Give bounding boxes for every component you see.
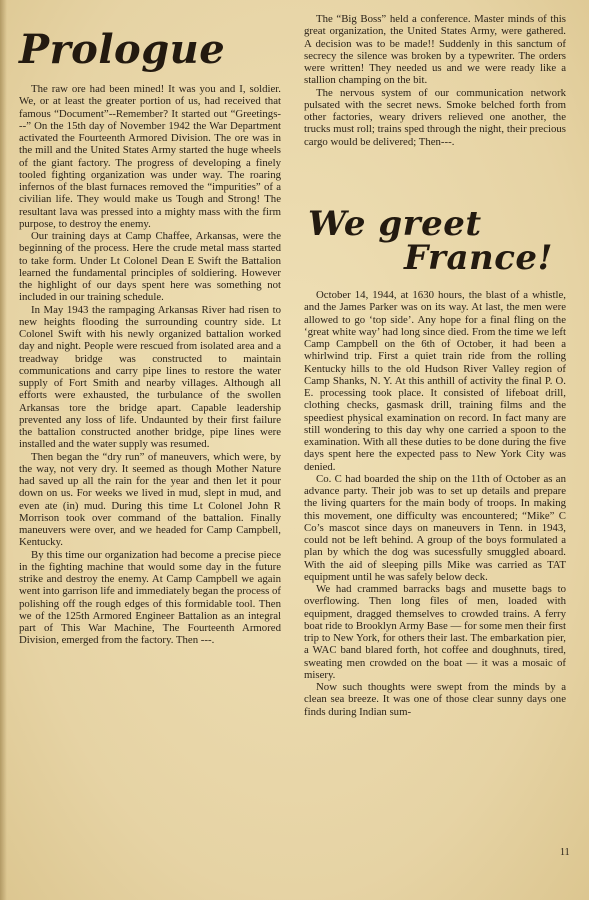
we-greet-france-title: [308, 206, 566, 276]
right-column: [304, 0, 566, 900]
prologue-paragraph-1: The raw ore had been mined! It was you and I, soldier. We, or at least the greater portion of us, had received that famous “Document”--Remember? It started out “Greetings---” On the 15th day of November 1942 the War Department activated the Fourteenth Armored Division. The ore was in the mill and the United States Army started the huge wheels of the giant factory. The progress of developing a finely tooled fighting organization was under way. The roaring infernos of the blast furnaces removed the “impurities” of a civilian life. They would make us Tough and Strong! The resultant lava was pressed into a mighty mass with the firm purpose, to destroy the enemy.: [19, 83, 281, 230]
left-column: [19, 0, 281, 900]
prologue-paragraph-3: In May 1943 the rampaging Arkansas River had risen to new heights flooding the surrounding country side. Lt Colonel Swift with his newly organized battalion worked day and night. People were rescued from isolated area and a treadway bridge was constructed to maintain communications and carry pipe lines to restore the water supply of Fort Smith and nearby villages. Although all efforts were exhausted, the turbulance of the swollen Arkansas tore the bridge apart. Capable leadership prevented any loss of life. Undaunted by their first failure the battalion constructed another bridge, pipe lines were installed and the water supply was resumed.: [19, 303, 281, 451]
title-line-1: We greet: [308, 204, 482, 244]
prologue-title: Prologue: [19, 26, 226, 73]
prologue-paragraph-5: By this time our organization had become a precise piece in the fighting machine that would some day in the future strike and destroy the enemy. At Camp Campbell we again went into garrison life and immediately began the process of polishing off the rough edges of this formidable tool. Then we of the 125th Armored Engineer Battalion as an integral part of This War Machine, The Fourteenth Armored Division, emerged from the factory. Then ---.: [19, 548, 281, 647]
france-paragraph-1: October 14, 1944, at 1630 hours, the blast of a whistle, and the James Parker was on its way. At last, the men were allowed to go ‘top side’. Any hope for a final fling on the ‘great white way’ had long since died. From the time we left Camp Campbell on the 6th of October, it had been a whirlwind trip. First a quiet train ride from the rolling Kentucky hills to the old Hudson River Valley region of Camp Shanks, N. Y. At this anthill of activity the final P. O. E. processing took place. It consisted of lifeboat drill, clothing checks, gasmask drill, training films and the speediest physical examination on record. In fact many are still wondering to this day why one carried a spoon to the examination. With all these duties to be done during the five days spent here the expected pass to New York City was denied.: [304, 289, 566, 473]
big-boss-section: [304, 13, 566, 148]
prologue-body: [19, 83, 281, 647]
prologue-paragraph-4: Then began the “dry run” of maneuvers, which were, by the way, not very dry. It seemed as though Mother Nature had saved up all the rain for the year and then let it pour down on us. For weeks we lived in mud, slept in mud, and even ate (in) mud. During this time Lt Colonel John R Morrison took over command of the battalion. Finally maneuvers were over, and we headed for Camp Campbell, Kentucky.: [19, 450, 281, 549]
prologue-paragraph-2: Our training days at Camp Chaffee, Arkansas, were the beginning of the process. Here the crude metal mass started to take form. Under Lt Colonel Dean E Swift the Battalion learned the fundamental principles of soldiering. However the highlight of our days spent here was something not included in our training schedule.: [19, 230, 281, 304]
big-boss-paragraph-2: The nervous system of our communication network pulsated with the secret news. Smoke belched forth from other factories, weary drivers relieved one another, the trucks must roll; trains sped through the night, their precious cargo would be delivered; Then---.: [304, 86, 566, 148]
france-paragraph-3: We had crammed barracks bags and musette bags to overflowing. Then long files of men, loaded with equipment, dragged themselves to crowded trains. A ferry boat ride to Brooklyn Army Base — for some men their first trip to New York, for others their last. The embarkation pier, a WAC band blared forth, hot coffee and doughnuts, tired, sweating men crowded on the boat — it was a mosaic of misery.: [304, 583, 566, 681]
france-paragraph-4: Now such thoughts were swept from the minds by a clean sea breeze. It was one of those clear sunny days one finds during Indian sum-: [304, 681, 566, 718]
page-number: 11: [560, 847, 570, 858]
france-body: [304, 289, 566, 718]
big-boss-paragraph-1: The “Big Boss” held a conference. Master minds of this great organization, the United States Army, were gathered. A decision was to be made!! Suddenly in this sanctum of secrecy the silence was broken by a typewriter. The orders were written! They needed us and we were ready like a stallion champing on the bit.: [304, 13, 566, 87]
title-line-2: France!: [404, 238, 553, 278]
binding-shadow: [0, 0, 7, 900]
france-paragraph-2: Co. C had boarded the ship on the 11th of October as an advance party. Their job was to set up details and prepare the living quarters for the main body of troops. In making this movement, one difficulty was encountered; “Mike” C Co’s mascot since days on maneuvers in Tenn. in 1943, could not be left behind. A group of the boys formulated a plan by which the dog was sucessfully smuggled aboard. With the aid of sleeping pills Mike was carried as TAT equipment until he was safely below deck.: [304, 472, 566, 583]
